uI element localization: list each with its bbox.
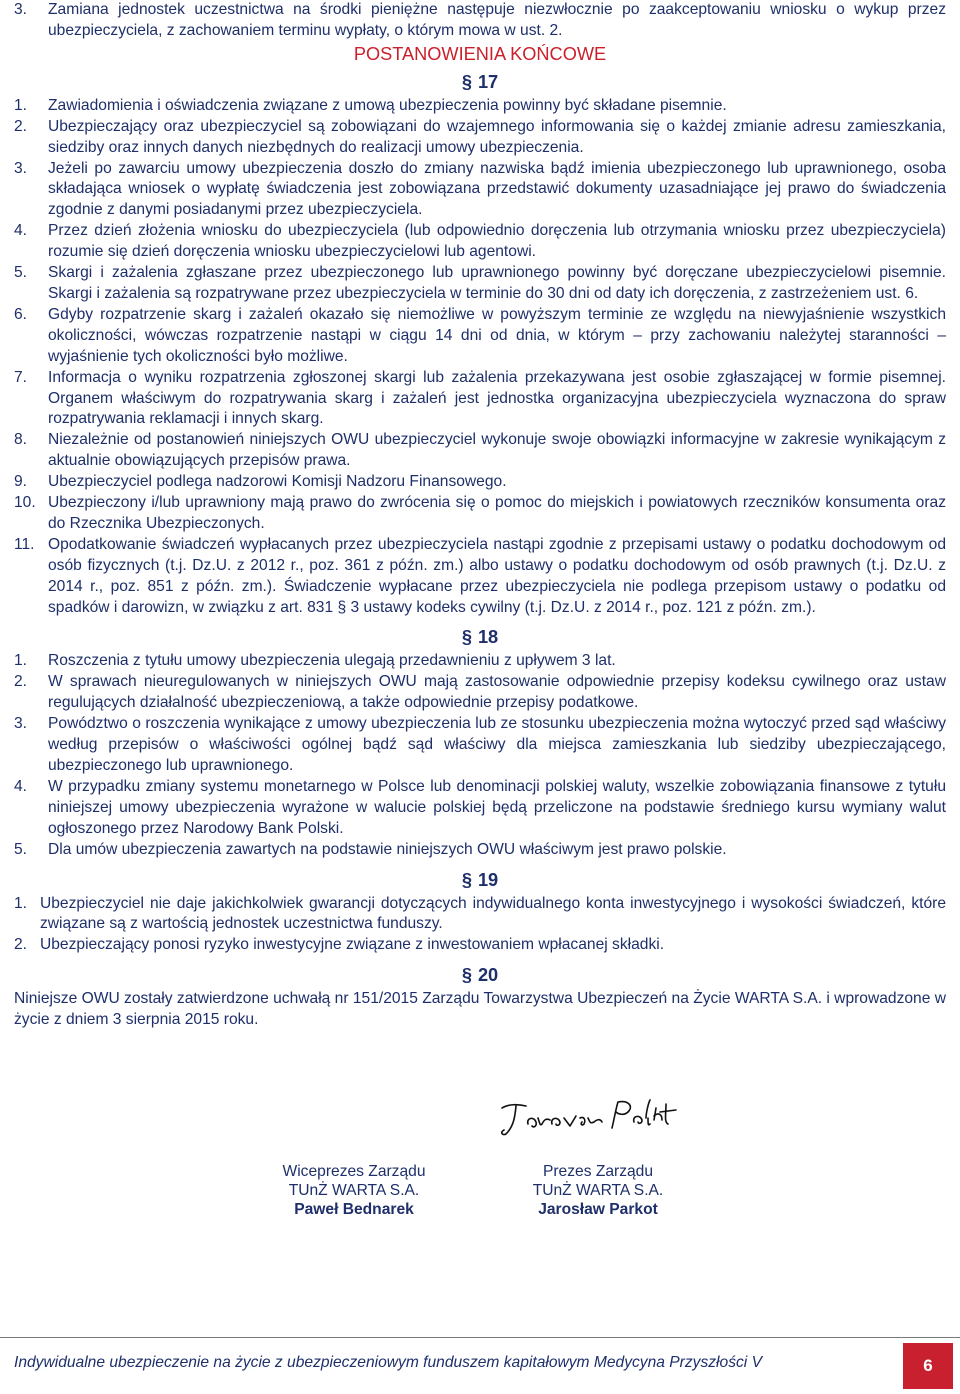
item-number: 3. (14, 159, 28, 177)
item-text: Zawiadomienia i oświadczenia związane z umową ubezpieczenia powinny być składane pisemnie. (48, 96, 727, 114)
document-content (14, 0, 946, 1031)
section-number: 19 (477, 869, 499, 890)
section-number: 17 (477, 71, 499, 92)
section18-item (14, 714, 946, 777)
signer-right (498, 1162, 698, 1219)
item-number: 8. (14, 431, 28, 449)
section19-item (14, 935, 946, 956)
item-number: 1. (14, 894, 28, 912)
section-17-heading (14, 70, 946, 94)
section19-item (14, 894, 946, 936)
item-number: 4. (14, 222, 28, 240)
section18-item (14, 672, 946, 714)
section18-item (14, 777, 946, 840)
item-text: Zamiana jednostek uczestnictwa na środki pieniężne następuje niezwłocznie po zaakceptowaniu wniosku o wykup przez ubezpieczyciela, z zachowaniem terminu wypłaty, o którym mowa w ust. 2. (48, 1, 946, 39)
item-text: Gdyby rozpatrzenie skarg i zażaleń okazało się niemożliwe w powyższym terminie ze względu na niewyjaśnienie wszystkich okoliczności, wówczas rozpatrzenie nastąpi w ciągu 14 dni od dnia, w którym – przy zachowaniu należytej staranności – wyjaśnienie tych okoliczności było możliwe. (48, 305, 946, 365)
section16-item-3 (14, 0, 946, 42)
item-number: 9. (14, 473, 28, 491)
section-number: 20 (477, 965, 499, 986)
item-number: 11. (14, 535, 35, 553)
page-number-badge: 6 (903, 1343, 953, 1389)
item-text: Przez dzień złożenia wniosku do ubezpieczyciela (lub odpowiednio doręczenia lub otrzymania wniosku przez ubezpieczyciela) rozumie się dzień doręczenia wniosku ubezpieczycielowi lub agentowi. (48, 222, 946, 261)
item-number: 1. (14, 96, 28, 114)
paragraph-sign: § (461, 627, 472, 648)
item-text: Roszczenia z tytułu umowy ubezpieczenia ulegają przedawnieniu z upływem 3 lat. (48, 652, 616, 670)
item-text: Ubezpieczający oraz ubezpieczyciel są zobowiązani do wzajemnego informowania się o każdej zmianie adresu zamieszkania, siedziby oraz innych danych niezbędnych do realizacji umowy ubezpieczenia. (48, 117, 946, 156)
signatures-block (0, 1094, 960, 1224)
section-19-heading (14, 868, 946, 892)
item-number: 3. (14, 715, 28, 733)
signer-role: Prezes Zarządu (542, 1163, 654, 1180)
signer-name: Jarosław Parkot (538, 1201, 658, 1218)
footer-divider (0, 1337, 960, 1338)
section17-item (14, 472, 946, 493)
signer-left (254, 1162, 454, 1219)
item-text: W przypadku zmiany systemu monetarnego w Polsce lub denominacji polskiej waluty, wszelkie zobowiązania finansowe z tytułu niniejszej umowy ubezpieczenia wyrażone w walucie polskiej będą przeliczone na podstawie średniego kursu wymiany walut ogłoszonego przez Narodowy Bank Polski. (48, 777, 946, 837)
item-text: Powództwo o roszczenia wynikające z umowy ubezpieczenia lub ze stosunku ubezpieczenia można wytoczyć przed sąd właściwy według przepisów o właściwości ogólnej bądź sąd właściwy dla miejsca zamieszkania lub siedziby ubezpieczającego, ubezpieczonego lub uprawnionego. (48, 715, 946, 774)
item-number: 2. (14, 673, 28, 691)
section-18-heading (14, 625, 946, 649)
item-number: 5. (14, 840, 28, 858)
section-17-list (14, 96, 946, 619)
item-text: Opodatkowanie świadczeń wypłacanych przez ubezpieczyciela nastąpi zgodnie z przepisami ustawy o podatku dochodowym od osób fizycznych (t.j. Dz.U. z 2012 r., poz. 361 z późn. zm.) albo ustawy o podatku dochodowym od osób prawnych (t.j. Dz.U. z 2014 r., poz. 851 z późn. zm.). Świadczenie wypłacane przez ubezpieczyciela nie podlega przepisom ustawy o podatku od spadków i darowizn, w związku z art. 831 § 3 ustawy kodeks cywilny (t.j. Dz.U. z 2014 r., poz. 121 z późn. zm.). (48, 535, 946, 616)
section-18-list (14, 651, 946, 860)
item-number: 3. (14, 1, 28, 18)
signer-company: TUnŻ WARTA S.A. (288, 1182, 420, 1199)
item-text: Ubezpieczyciel nie daje jakichkolwiek gwarancji dotyczących indywidualnego konta inwestycyjnego i wysokości świadczeń, które związane są z wartością jednostek uczestnictwa funduszy. (40, 894, 946, 933)
section17-item (14, 221, 946, 263)
item-text: Dla umów ubezpieczenia zawartych na podstawie niniejszych OWU właściwym jest prawo polskie. (48, 840, 727, 858)
section17-item (14, 493, 946, 535)
item-number: 4. (14, 777, 28, 795)
section-19-list (14, 894, 946, 957)
item-number: 6. (14, 305, 28, 323)
signer-role: Wiceprezes Zarządu (282, 1163, 426, 1180)
section17-item (14, 96, 946, 117)
paragraph-sign: § (461, 965, 472, 986)
signer-company: TUnŻ WARTA S.A. (532, 1182, 664, 1199)
item-number: 2. (14, 936, 28, 954)
section18-item (14, 840, 946, 861)
item-text: Jeżeli po zawarciu umowy ubezpieczenia doszło do zmiany nazwiska bądź imienia ubezpieczonego lub uprawnionego, osoba składająca wniosek o wypłatę świadczenia jest zobowiązana przedstawić dokumenty uzasadniające jej prawo do świadczenia zgodnie z danymi posiadanymi przez ubezpieczyciela. (48, 159, 946, 219)
item-text: Informacja o wyniku rozpatrzenia zgłoszonej skargi lub zażalenia przekazywana jest osobie zgłaszającej w formie pisemnej. Organem właściwym do rozpatrywania skarg i zażaleń jest jednostka organizacyjna ubezpieczyciela wyznaczona do spraw rozpatrywania reklamacji i innych skarg. (48, 368, 946, 428)
section17-item (14, 117, 946, 159)
paragraph-sign: § (461, 71, 472, 92)
handwritten-signature-image (496, 1094, 706, 1144)
item-number: 2. (14, 117, 28, 135)
item-text: Skargi i zażalenia zgłaszane przez ubezpieczonego lub uprawnionego powinny być doręczane ubezpieczycielowi pisemnie. Skargi i zażalenia są rozpatrywane przez ubezpieczyciela w terminie do 30 dni od daty ich doręczenia, z zastrzeżeniem ust. 6. (48, 264, 946, 302)
section-20-heading (14, 963, 946, 987)
item-number: 5. (14, 264, 28, 282)
section17-item (14, 305, 946, 368)
item-text: W sprawach nieuregulowanych w niniejszych OWU mają zastosowanie odpowiednie przepisy kodeksu cywilnego oraz ustaw regulujących działalność ubezpieczeniową, a także odpowiednie przepisy podatkowe. (48, 673, 946, 712)
section-number: 18 (477, 627, 499, 648)
section17-item (14, 430, 946, 472)
item-number: 7. (14, 368, 28, 386)
final-provisions-heading: POSTANOWIENIA KOŃCOWE (353, 43, 607, 64)
footer-product-name: Indywidualne ubezpieczenie na życie z ubezpieczeniowym funduszem kapitałowym Medycyna Przyszłości V (14, 1354, 762, 1371)
section17-item (14, 368, 946, 431)
section17-item (14, 263, 946, 305)
section-20-text: Niniejsze OWU zostały zatwierdzone uchwałą nr 151/2015 Zarządu Towarzystwa Ubezpieczeń na Życie WARTA S.A. i wprowadzone w życie z dniem 3 sierpnia 2015 roku. (14, 990, 946, 1029)
section17-item (14, 535, 946, 619)
section18-item (14, 651, 946, 672)
item-number: 1. (14, 652, 28, 670)
section17-item (14, 159, 946, 222)
item-text: Ubezpieczyciel podlega nadzorowi Komisji Nadzoru Finansowego. (48, 473, 507, 491)
item-number: 10. (14, 494, 36, 512)
item-text: Niezależnie od postanowień niniejszych OWU ubezpieczyciel wykonuje swoje obowiązki informacyjne w zakresie wynikającym z aktualnie obowiązujących przepisów prawa. (48, 431, 946, 470)
item-text: Ubezpieczony i/lub uprawniony mają prawo do zwrócenia się o pomoc do miejskich i powiatowych rzeczników konsumenta oraz do Rzecznika Ubezpieczonych. (48, 494, 946, 532)
item-text: Ubezpieczający ponosi ryzyko inwestycyjne związane z inwestowaniem wpłacanej składki. (40, 936, 665, 954)
signer-name: Paweł Bednarek (294, 1201, 414, 1218)
paragraph-sign: § (461, 869, 472, 890)
